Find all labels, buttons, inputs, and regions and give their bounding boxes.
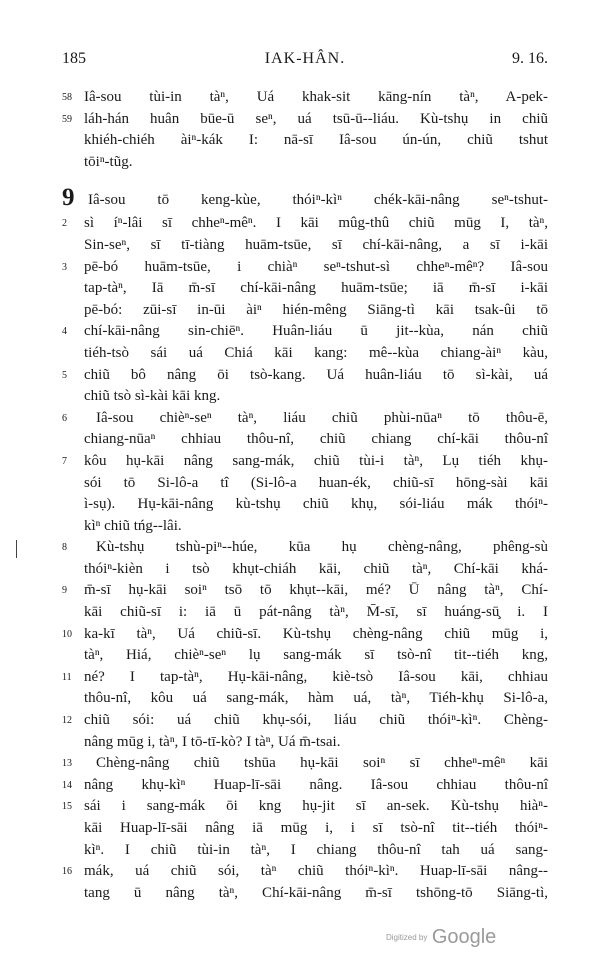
text-line [62, 408, 548, 430]
text-line [62, 494, 548, 516]
text-line [62, 321, 548, 343]
watermark-prefix: Digitized by [386, 933, 428, 942]
text-line [62, 152, 548, 174]
text-line [62, 451, 548, 473]
text-line [62, 559, 548, 581]
text-line [62, 516, 548, 538]
line-text: Chèng-nâng chiũ tshūa hụ-kāi soiⁿ sī chheⁿ-mêⁿ kāi [96, 755, 548, 772]
line-text: chí-kāi-nâng sin-chiēⁿ. Huân-liáu ū jit--kùa, nán chiũ [84, 323, 548, 340]
line-text: tiéh-tsò sái uá Chiá kāi kang: mê--kùa chiang-àiⁿ kàu, [84, 344, 548, 361]
line-text: sói tō Si-lô-a tî (Si-lô-a huan-ék, chiũ-sī hōng-sài kāi [84, 474, 548, 491]
line-text: Iâ-sou tō keng-kùe, thóiⁿ-kìⁿ chék-kāi-nâng seⁿ-tshut- [88, 192, 548, 209]
chapter-verse-reference: 9. 16. [512, 50, 548, 67]
running-header [62, 50, 548, 72]
verse-number: 11 [62, 671, 72, 683]
verse-number: 13 [62, 758, 72, 770]
text-line [62, 213, 548, 235]
verse-number: 9 [62, 585, 67, 597]
text-line [62, 753, 548, 775]
text-line [62, 732, 548, 754]
page-number: 185 [62, 50, 86, 67]
line-text: ka-kī tàⁿ, Uá chiũ-sī. Kù-tshụ chèng-nâng chiũ mūg i, [84, 625, 548, 642]
line-text: thóiⁿ-kièn i tsò khụt-chiáh kāi, chiũ tàⁿ, Chí-kāi khá- [84, 560, 548, 577]
line-text: kāi chiũ-sī i: iā ū pát-nâng tàⁿ, M̄-sī, sī huáng-sū̧ i. I [84, 604, 548, 621]
line-text: Iâ-sou chièⁿ-seⁿ tàⁿ, liáu chiũ phùi-nūaⁿ tō thôu-ē, [96, 409, 548, 426]
verse-number: 4 [62, 326, 67, 338]
text-line [62, 688, 548, 710]
line-text: mák, uá chiũ sói, tàⁿ chiũ thóiⁿ-kìⁿ. Huap-lī-sāi nâng-- [84, 863, 548, 880]
line-text: tap-tàⁿ, Iā m̄-sī chí-kāi-nâng huām-tsūe; iā m̄-sī i-kāi [84, 280, 548, 297]
text-line [62, 580, 548, 602]
text-line [62, 386, 548, 408]
text-line [62, 130, 548, 152]
line-text: thôu-nî, kôu uá sang-mák, hàm uá, tàⁿ, Tiéh-khụ Si-lô-a, [84, 690, 548, 707]
text-line [62, 473, 548, 495]
verse-number: 14 [62, 779, 72, 791]
line-text: pē-bó huām-tsūe, i chiàⁿ seⁿ-tshut-sì chheⁿ-mêⁿ? Iâ-sou [84, 258, 548, 275]
text-line [62, 796, 548, 818]
line-text: tōiⁿ-tũg. [84, 153, 133, 170]
verse-number: 8 [62, 542, 67, 554]
text-line [62, 710, 548, 732]
verse-number: 59 [62, 113, 72, 125]
line-text: m̄-sī hụ-kāi soiⁿ tsō tō khụt--kāi, mé? Ū nâng tàⁿ, Chí- [84, 582, 548, 599]
verse-number: 12 [62, 715, 72, 727]
text-line [62, 537, 548, 559]
chapter-gap [62, 173, 548, 187]
verse-number: 5 [62, 369, 67, 381]
text-line [62, 429, 548, 451]
text-line [62, 87, 548, 109]
text-line [62, 775, 548, 797]
text-line [62, 235, 548, 257]
line-text: sì íⁿ-lâi sī chheⁿ-mêⁿ. I kāi mûg-thû chiũ mūg I, tàⁿ, [84, 215, 548, 232]
chapter-opening-line [62, 184, 548, 213]
line-text: chiang-nūaⁿ chhiau thôu-nî, chiũ chiang chí-kāi thôu-nî [84, 431, 548, 448]
text-line [62, 257, 548, 279]
text-line [62, 278, 548, 300]
line-text: né? I tap-tàⁿ, Hụ-kāi-nâng, kiè-tsò Iâ-sou kāi, chhiau [84, 668, 548, 685]
text-line [62, 624, 548, 646]
text-line [62, 883, 548, 905]
text-line [62, 667, 548, 689]
line-text: ì-sụ). Hụ-kāi-nâng kù-tshụ chiũ khụ, sói-liáu mák thóiⁿ- [84, 496, 548, 513]
page-title: IAK-HÂN. [264, 50, 346, 67]
google-logo: Google [431, 926, 497, 948]
line-text: nâng mūg i, tàⁿ, I tō-tī-kò? I tàⁿ, Uá m̄-tsai. [84, 733, 341, 750]
line-text: Kù-tshụ tshù-piⁿ--húe, kūa hụ chèng-nâng, phêng-sù [96, 539, 548, 556]
margin-mark [16, 540, 17, 558]
verse-number: 7 [62, 455, 67, 467]
line-text: chiũ sói: uá chiũ khụ-sói, liáu chiũ thóiⁿ-kìⁿ. Chèng- [84, 712, 548, 729]
line-text: Iâ-sou tùi-in tàⁿ, Uá khak-sit kāng-nín tàⁿ, A-pek- [84, 89, 548, 105]
verse-number: 15 [62, 801, 72, 813]
line-text: nâng khụ-kìⁿ Huap-lī-sāi nâng. Iâ-sou chhiau thôu-nî [84, 776, 548, 793]
verse-number: 3 [62, 261, 67, 273]
text-line [62, 343, 548, 365]
text-line [62, 365, 548, 387]
line-text: tàⁿ, Hiá, chièⁿ-seⁿ lụ sang-mák sī tsò-nî tit--tiéh kng, [84, 647, 548, 664]
line-text: kìⁿ. I chiũ tùi-in tàⁿ, I chiang thôu-nî tah uá sang- [84, 841, 548, 858]
line-text: kôu hụ-kāi nâng sang-mák, chiũ tùi-i tàⁿ, Lụ tiéh khụ- [84, 452, 548, 469]
text-line [62, 645, 548, 667]
verse-number: 16 [62, 866, 72, 878]
verse-number: 6 [62, 412, 67, 424]
line-text: Sin-seⁿ, sī tī-tiàng huām-tsūe, sī chí-kāi-nâng, a sī i-kāi [84, 236, 548, 253]
line-text: sái i sang-mák ōi kng hụ-jit sī an-sek. Kù-tshụ hiàⁿ- [84, 798, 548, 815]
verse-number: 58 [62, 92, 72, 103]
digitized-watermark [386, 926, 496, 949]
text-line [62, 300, 548, 322]
page-body [62, 87, 548, 904]
chapter-number: 9 [62, 184, 75, 212]
text-line [62, 818, 548, 840]
verse-number: 10 [62, 628, 72, 640]
text-line [62, 861, 548, 883]
text-line [62, 602, 548, 624]
verse-number: 2 [62, 218, 67, 230]
line-text: pē-bó: zūi-sī in-ūi àiⁿ hién-mêng Siāng-tì kāi tsak-ûi tō [84, 301, 548, 318]
line-text: chiũ bô nâng ōi tsò-kang. Uá huân-liáu tō sì-kài, uá [84, 366, 548, 383]
line-text: kāi Huap-lī-sāi nâng iā mūg i, i sī tsò-nî tit--tiéh thóiⁿ- [84, 820, 548, 836]
line-text: láh-hán huân būe-ū seⁿ, uá tsū-ū--liáu. Kù-tshụ in chiũ [84, 110, 548, 127]
line-text: tang ū nâng tàⁿ, Chí-kāi-nâng m̄-sī tshōng-tō Siāng-tì, [84, 884, 548, 901]
text-line [62, 109, 548, 131]
line-text: kìⁿ chiũ tńg--lâi. [84, 517, 182, 534]
line-text: khiéh-chiéh àiⁿ-kák I: nā-sī Iâ-sou ún-ún, chiũ tshut [84, 132, 548, 149]
text-line [62, 840, 548, 862]
line-text: chiũ tsò sì-kài kāi kng. [84, 388, 221, 405]
